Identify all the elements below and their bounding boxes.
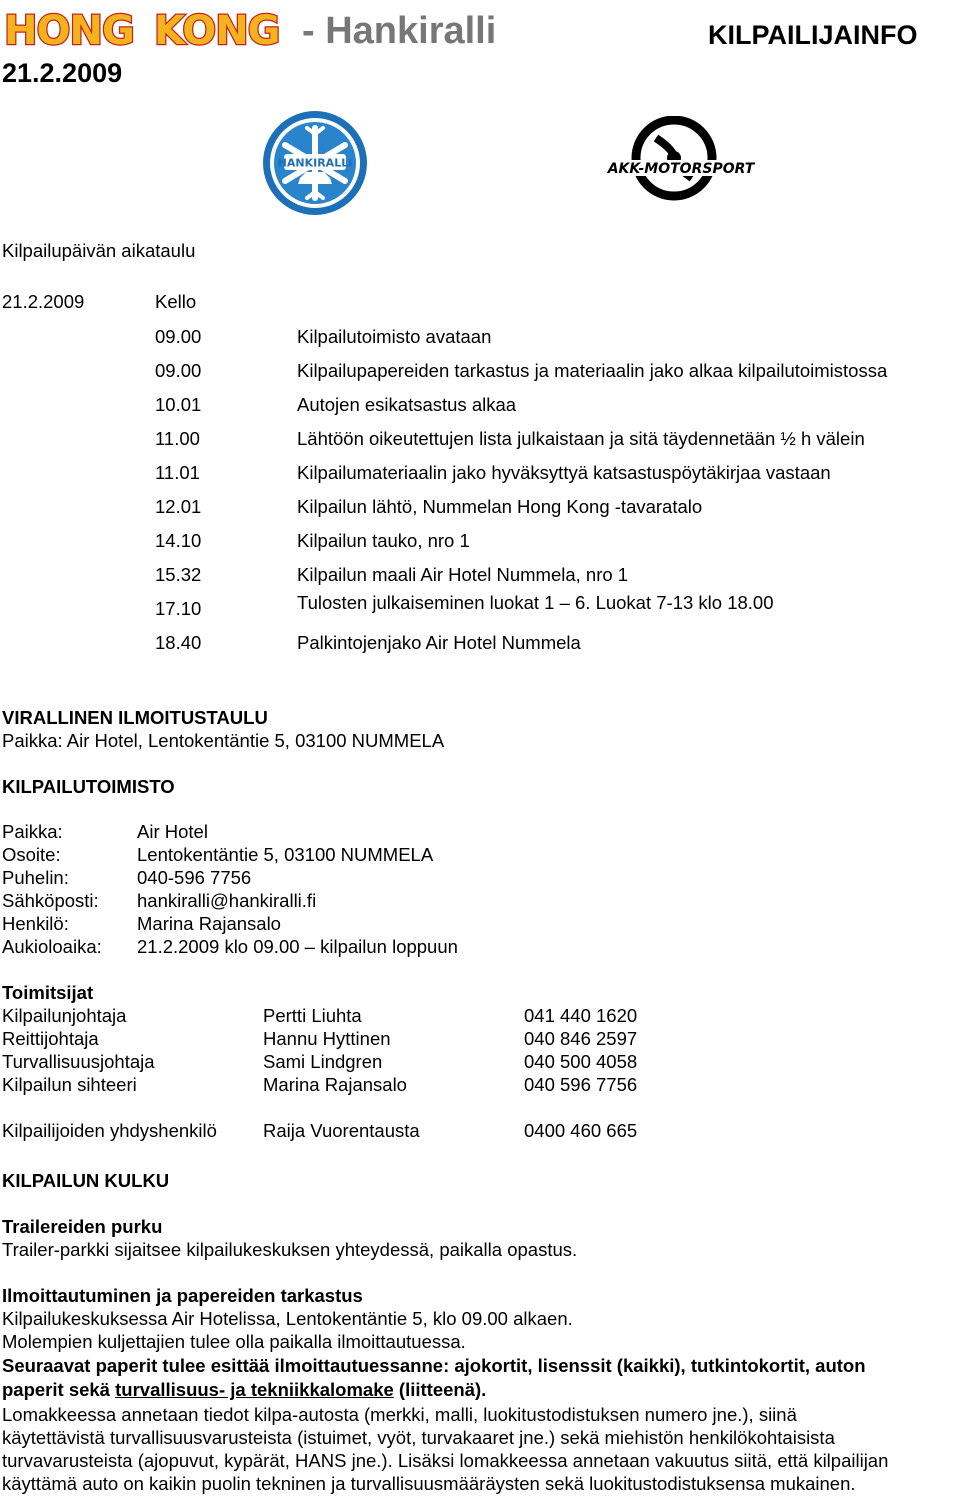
form-description-text: Lomakkeessa annetaan tiedot kilpa-autosta (merkki, malli, luokitustodistuksen numero jne.), siinä: [2, 1404, 797, 1425]
schedule-desc: Tulosten julkaiseminen luokat 1 – 6. Luokat 7-13 klo 18.00: [297, 592, 774, 613]
event-date: 21.2.2009: [2, 58, 123, 88]
schedule-time-label: Kello: [155, 291, 197, 312]
schedule-desc: Kilpailumateriaalin jako hyväksyttyä katsastuspöytäkirjaa vastaan: [297, 462, 831, 483]
schedule-desc: Palkintojenjako Air Hotel Nummela: [297, 632, 581, 653]
form-description-text: turvavarusteista (ajopuvut, kypärät, HANS jne.). Lisäksi lomakkeessa annetaan vakuutus siitä, että kilpailijan: [2, 1450, 889, 1471]
office-label: Henkilö:: [2, 913, 69, 934]
schedule-desc: Kilpailun maali Air Hotel Nummela, nro 1: [297, 564, 629, 585]
contact-person-name: Raija Vuorentausta: [263, 1120, 420, 1141]
trailer-heading: Trailereiden purku: [2, 1216, 163, 1237]
contact-person-phone: 0400 460 665: [524, 1120, 638, 1141]
office-label: Osoite:: [2, 844, 61, 865]
hankiralli-logo-text: HANKIRALLI: [277, 156, 353, 170]
contact-person-role: Kilpailijoiden yhdyshenkilö: [2, 1120, 217, 1141]
schedule-time: 09.00: [155, 326, 202, 347]
official-name: Sami Lindgren: [263, 1051, 383, 1072]
office-label: Aukioloaika:: [2, 936, 102, 957]
hankiralli-logo: [262, 110, 368, 216]
office-label: Puhelin:: [2, 867, 69, 888]
trailer-text: Trailer-parkki sijaitsee kilpailukeskuksen yhteydessä, paikalla opastus.: [2, 1239, 578, 1260]
papers-suffix: (liitteenä).: [393, 1379, 487, 1400]
schedule-desc: Kilpailupapereiden tarkastus ja materiaalin jako alkaa kilpailutoimistossa: [297, 360, 888, 381]
required-papers-text: [2, 1378, 486, 1401]
schedule-time: 15.32: [155, 564, 202, 585]
schedule-time: 18.40: [155, 632, 202, 653]
schedule-time: 10.01: [155, 394, 202, 415]
safety-form-link[interactable]: turvallisuus- ja tekniikkalomake: [115, 1379, 394, 1400]
official-phone: 041 440 1620: [524, 1005, 638, 1026]
notice-board-location: Paikka: Air Hotel, Lentokentäntie 5, 03100 NUMMELA: [2, 730, 445, 751]
office-value: 21.2.2009 klo 09.00 – kilpailun loppuun: [137, 936, 458, 957]
schedule-time: 09.00: [155, 360, 202, 381]
office-label: Sähköposti:: [2, 890, 99, 911]
registration-text: Molempien kuljettajien tulee olla paikalla ilmoittautuessa.: [2, 1331, 466, 1352]
schedule-time: 17.10: [155, 598, 202, 619]
schedule-desc: Kilpailun lähtö, Nummelan Hong Kong -tavaratalo: [297, 496, 703, 517]
officials-heading: Toimitsijat: [2, 982, 94, 1003]
office-value: Lentokentäntie 5, 03100 NUMMELA: [137, 844, 434, 865]
schedule-desc: Kilpailun tauko, nro 1: [297, 530, 470, 551]
logo-word-kong: KONG: [154, 8, 280, 52]
office-heading: KILPAILUTOIMISTO: [2, 776, 175, 797]
course-heading: KILPAILUN KULKU: [2, 1170, 170, 1191]
rally-name: - Hankiralli: [302, 10, 497, 52]
schedule-heading: Kilpailupäivän aikataulu: [2, 240, 196, 261]
official-phone: 040 846 2597: [524, 1028, 638, 1049]
akk-motorsport-logo: [586, 116, 776, 202]
official-phone: 040 596 7756: [524, 1074, 638, 1095]
document-type: KILPAILIJAINFO: [708, 20, 918, 50]
papers-prefix: paperit sekä: [2, 1379, 116, 1400]
official-role: Turvallisuusjohtaja: [2, 1051, 155, 1072]
logo-word-hong: HONG: [4, 8, 134, 52]
schedule-date: 21.2.2009: [2, 291, 85, 312]
office-email[interactable]: hankiralli@hankiralli.fi: [137, 890, 317, 911]
official-role: Reittijohtaja: [2, 1028, 99, 1049]
form-description-text: käytettävistä turvallisuusvarusteista (istuimet, vyöt, turvakaaret jne.) sekä miehistön henkilökohtaisista: [2, 1427, 835, 1448]
schedule-time: 11.01: [155, 462, 200, 483]
schedule-time: 11.00: [155, 428, 200, 449]
hong-kong-logo: [4, 6, 296, 52]
office-value: 040-596 7756: [137, 867, 252, 888]
schedule-desc: Lähtöön oikeutettujen lista julkaistaan ja sitä täydennetään ½ h välein: [297, 428, 865, 449]
official-name: Hannu Hyttinen: [263, 1028, 391, 1049]
schedule-time: 14.10: [155, 530, 202, 551]
schedule-desc: Kilpailutoimisto avataan: [297, 326, 492, 347]
notice-board-heading: VIRALLINEN ILMOITUSTAULU: [2, 707, 268, 728]
schedule-time: 12.01: [155, 496, 202, 517]
official-role: Kilpailun sihteeri: [2, 1074, 137, 1095]
form-description-text: käyttämä auto on kaikin puolin tekninen ja turvallisuusmääräysten sekä luokitustodistuksensa mukainen.: [2, 1473, 856, 1494]
official-role: Kilpailunjohtaja: [2, 1005, 127, 1026]
office-value: Air Hotel: [137, 821, 208, 842]
akk-logo-text: AKK-MOTORSPORT: [607, 161, 755, 177]
office-value: Marina Rajansalo: [137, 913, 281, 934]
required-papers-text: Seuraavat paperit tulee esittää ilmoittautuessanne: ajokortit, lisenssit (kaikki), tutkintokortit, auton: [2, 1355, 866, 1376]
office-label: Paikka:: [2, 821, 63, 842]
official-name: Pertti Liuhta: [263, 1005, 362, 1026]
registration-text: Kilpailukeskuksessa Air Hotelissa, Lentokentäntie 5, klo 09.00 alkaen.: [2, 1308, 573, 1329]
schedule-desc: Autojen esikatsastus alkaa: [297, 394, 517, 415]
registration-heading: Ilmoittautuminen ja papereiden tarkastus: [2, 1285, 363, 1306]
official-phone: 040 500 4058: [524, 1051, 638, 1072]
official-name: Marina Rajansalo: [263, 1074, 407, 1095]
